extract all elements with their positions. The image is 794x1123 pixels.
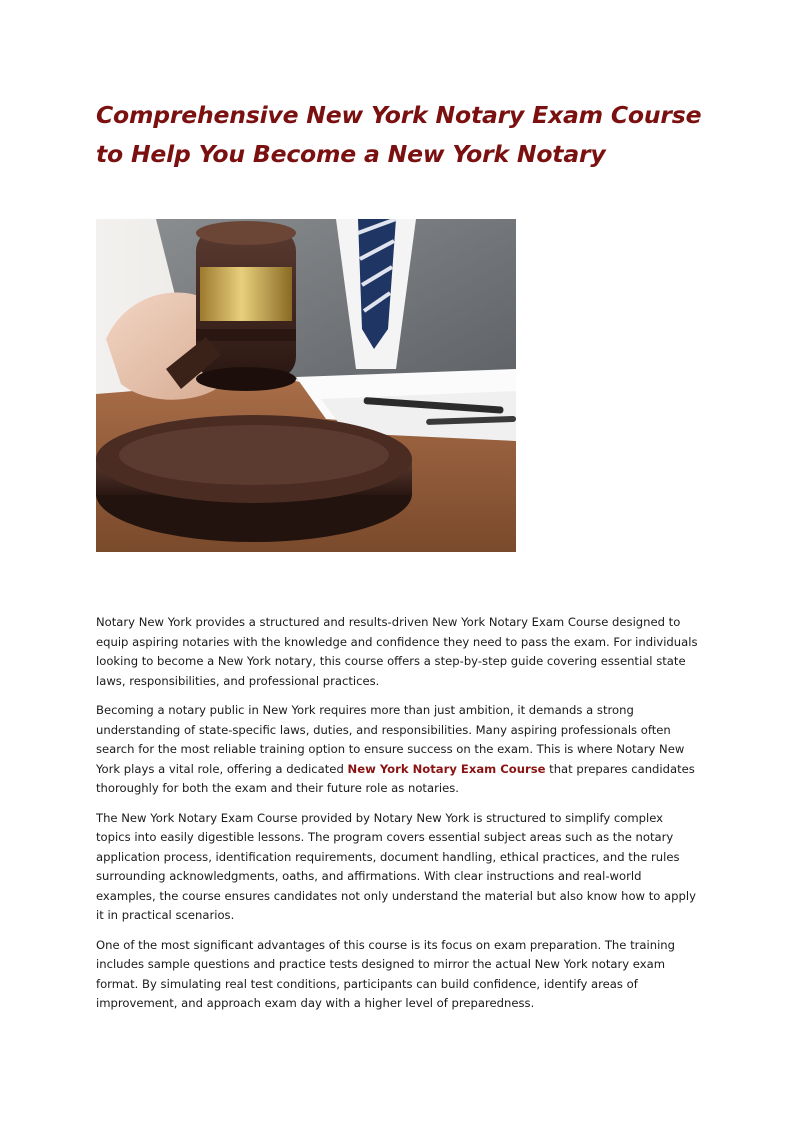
gavel-illustration	[96, 219, 516, 552]
paragraph-course-structure: The New York Notary Exam Course provided by Notary New York is structured to simplify complex topics into easily digestible lessons. The program covers essential subject areas such as the notary application process, identification requirements, document handling, ethical practices, and the rules surrounding acknowledgments, oaths, and affirmations. With clear instructions and real-world examples, the course ensures candidates not only understand the material but also know how to apply it in practical scenarios.	[96, 810, 696, 922]
paragraph-text-before-link: Becoming a notary public in New York requires more than just ambition, it demands a strong understanding of state-specific laws, duties, and responsibilities. Many aspiring professionals often search for the most reliable training option to ensure success on the exam. This is where Notary New York plays a vital role, offering a dedicated	[96, 703, 685, 776]
paragraph-text-after-link: that prepares candidates thoroughly for both the exam and their future role as notaries.	[96, 761, 695, 795]
page-title: Comprehensive New York Notary Exam Course to Help You Become a New York Notary	[96, 101, 702, 168]
paragraph-intro: Notary New York provides a structured and results-driven New York Notary Exam Course designed to equip aspiring notaries with the knowledge and confidence they need to pass the exam. For individuals looking to become a New York notary, this course offers a step-by-step guide covering essential state laws, responsibilities, and professional practices.	[96, 615, 698, 688]
gavel-on-desk-image	[96, 219, 516, 552]
paragraph-becoming-notary	[96, 701, 698, 799]
exam-course-link[interactable]: New York Notary Exam Course	[347, 761, 546, 776]
paragraph-exam-prep: One of the most significant advantages of this course is its focus on exam preparation. The training includes sample questions and practice tests designed to mirror the actual New York notary exam format. By simulating real test conditions, participants can build confidence, identify areas of improvement, and approach exam day with a higher level of preparedness.	[96, 937, 676, 1010]
article-body	[96, 613, 698, 1024]
